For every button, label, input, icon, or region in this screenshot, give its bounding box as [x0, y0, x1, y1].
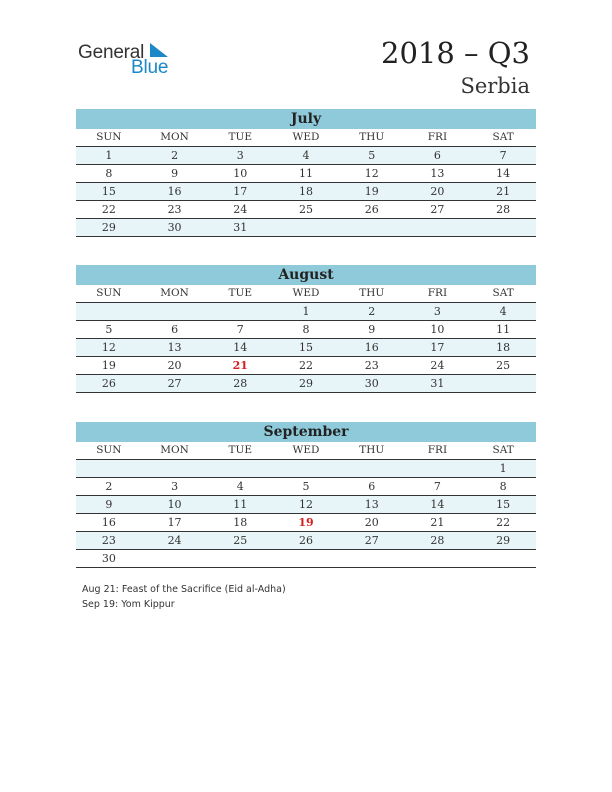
day-cell	[405, 460, 471, 478]
day-cell: 26	[273, 532, 339, 550]
day-cell	[339, 550, 405, 568]
day-cell: 9	[142, 165, 208, 183]
day-cell: 13	[339, 496, 405, 514]
day-cell: 21	[405, 514, 471, 532]
day-cell: 6	[405, 147, 471, 165]
day-cell: 3	[142, 478, 208, 496]
day-cell	[339, 219, 405, 237]
holiday-note: Aug 21: Feast of the Sacrifice (Eid al-Adha)	[82, 584, 286, 595]
weekday-label: SAT	[470, 442, 536, 460]
day-cell	[142, 303, 208, 321]
day-cell: 7	[470, 147, 536, 165]
day-cell: 25	[207, 532, 273, 550]
day-cell: 30	[142, 219, 208, 237]
weekday-label: WED	[273, 129, 339, 147]
day-cell	[405, 219, 471, 237]
weekday-header-row	[76, 442, 536, 460]
weekday-label: TUE	[207, 129, 273, 147]
day-cell: 13	[405, 165, 471, 183]
holiday-day-cell: 19	[273, 514, 339, 532]
day-cell: 22	[470, 514, 536, 532]
day-cell	[76, 460, 142, 478]
holiday-day-cell: 21	[207, 357, 273, 375]
generalblue-logo	[78, 40, 178, 80]
day-cell: 27	[405, 201, 471, 219]
week-row	[76, 460, 536, 478]
day-cell: 23	[142, 201, 208, 219]
day-cell: 1	[273, 303, 339, 321]
week-row	[76, 201, 536, 219]
day-cell: 7	[207, 321, 273, 339]
logo-text-general: General	[78, 42, 145, 63]
day-cell: 18	[470, 339, 536, 357]
day-cell: 17	[142, 514, 208, 532]
day-cell: 24	[142, 532, 208, 550]
week-row	[76, 357, 536, 375]
day-cell	[470, 375, 536, 393]
day-cell: 26	[339, 201, 405, 219]
week-row	[76, 219, 536, 237]
day-cell: 1	[76, 147, 142, 165]
day-cell: 2	[339, 303, 405, 321]
weekday-label: SAT	[470, 129, 536, 147]
day-cell: 8	[273, 321, 339, 339]
weekday-label: FRI	[405, 442, 471, 460]
day-cell: 14	[470, 165, 536, 183]
weekday-label: THU	[339, 129, 405, 147]
day-cell: 22	[273, 357, 339, 375]
day-cell: 4	[470, 303, 536, 321]
day-cell: 10	[142, 496, 208, 514]
weekday-label: THU	[339, 285, 405, 303]
day-cell: 24	[207, 201, 273, 219]
week-row	[76, 514, 536, 532]
day-cell: 6	[339, 478, 405, 496]
day-cell: 28	[405, 532, 471, 550]
day-cell: 8	[76, 165, 142, 183]
day-cell	[273, 219, 339, 237]
month-title: August	[76, 265, 536, 285]
day-cell: 10	[207, 165, 273, 183]
page-title: 2018 – Q3	[381, 36, 530, 70]
weekday-label: MON	[142, 442, 208, 460]
weekday-header-row	[76, 129, 536, 147]
day-cell: 4	[207, 478, 273, 496]
weekday-label: MON	[142, 285, 208, 303]
day-cell: 13	[142, 339, 208, 357]
day-cell: 16	[142, 183, 208, 201]
day-cell	[470, 550, 536, 568]
weekday-label: WED	[273, 442, 339, 460]
day-cell: 1	[470, 460, 536, 478]
day-cell: 8	[470, 478, 536, 496]
day-cell	[339, 460, 405, 478]
day-cell: 17	[207, 183, 273, 201]
country-name: Serbia	[460, 74, 530, 98]
day-cell: 19	[76, 357, 142, 375]
day-cell	[207, 460, 273, 478]
day-cell: 10	[405, 321, 471, 339]
day-cell: 22	[76, 201, 142, 219]
day-cell: 29	[273, 375, 339, 393]
weekday-header-row	[76, 285, 536, 303]
weekday-label: SUN	[76, 129, 142, 147]
holiday-notes	[82, 582, 286, 612]
day-cell: 2	[76, 478, 142, 496]
day-cell: 31	[405, 375, 471, 393]
week-row	[76, 478, 536, 496]
day-cell: 12	[76, 339, 142, 357]
month-title: July	[76, 109, 536, 129]
day-cell: 20	[142, 357, 208, 375]
day-cell: 12	[339, 165, 405, 183]
day-cell: 2	[142, 147, 208, 165]
day-cell: 18	[207, 514, 273, 532]
week-row	[76, 375, 536, 393]
day-cell	[405, 550, 471, 568]
week-row	[76, 147, 536, 165]
day-cell	[207, 303, 273, 321]
day-cell: 29	[76, 219, 142, 237]
day-cell: 27	[142, 375, 208, 393]
day-cell: 5	[76, 321, 142, 339]
day-cell: 11	[470, 321, 536, 339]
weekday-label: TUE	[207, 285, 273, 303]
day-cell: 5	[273, 478, 339, 496]
day-cell: 23	[76, 532, 142, 550]
day-cell: 11	[207, 496, 273, 514]
weekday-label: FRI	[405, 129, 471, 147]
week-row	[76, 550, 536, 568]
day-cell	[207, 550, 273, 568]
weekday-label: SAT	[470, 285, 536, 303]
day-cell: 27	[339, 532, 405, 550]
day-cell: 23	[339, 357, 405, 375]
weekday-label: TUE	[207, 442, 273, 460]
week-row	[76, 183, 536, 201]
day-cell: 17	[405, 339, 471, 357]
day-cell: 18	[273, 183, 339, 201]
month-august	[76, 265, 536, 393]
day-cell: 16	[76, 514, 142, 532]
day-cell: 11	[273, 165, 339, 183]
day-cell: 29	[470, 532, 536, 550]
month-title: September	[76, 422, 536, 442]
day-cell: 12	[273, 496, 339, 514]
week-row	[76, 303, 536, 321]
month-september	[76, 422, 536, 568]
week-row	[76, 532, 536, 550]
day-cell: 15	[470, 496, 536, 514]
day-cell: 7	[405, 478, 471, 496]
day-cell	[142, 460, 208, 478]
week-row	[76, 496, 536, 514]
day-cell: 30	[76, 550, 142, 568]
weekday-label: SUN	[76, 442, 142, 460]
day-cell: 30	[339, 375, 405, 393]
day-cell: 28	[470, 201, 536, 219]
day-cell: 14	[207, 339, 273, 357]
day-cell	[76, 303, 142, 321]
day-cell: 26	[76, 375, 142, 393]
week-row	[76, 165, 536, 183]
day-cell: 25	[470, 357, 536, 375]
day-cell: 14	[405, 496, 471, 514]
day-cell: 31	[207, 219, 273, 237]
weekday-label: WED	[273, 285, 339, 303]
day-cell: 15	[76, 183, 142, 201]
day-cell: 3	[405, 303, 471, 321]
day-cell	[273, 460, 339, 478]
day-cell: 6	[142, 321, 208, 339]
day-cell: 16	[339, 339, 405, 357]
day-cell: 3	[207, 147, 273, 165]
logo-triangle-icon	[150, 43, 168, 57]
weekday-label: SUN	[76, 285, 142, 303]
day-cell: 9	[76, 496, 142, 514]
day-cell: 9	[339, 321, 405, 339]
day-cell: 20	[339, 514, 405, 532]
day-cell	[142, 550, 208, 568]
weekday-label: MON	[142, 129, 208, 147]
weekday-label: THU	[339, 442, 405, 460]
day-cell: 15	[273, 339, 339, 357]
day-cell: 19	[339, 183, 405, 201]
day-cell: 28	[207, 375, 273, 393]
day-cell	[273, 550, 339, 568]
day-cell	[470, 219, 536, 237]
day-cell: 20	[405, 183, 471, 201]
weekday-label: FRI	[405, 285, 471, 303]
day-cell: 24	[405, 357, 471, 375]
week-row	[76, 339, 536, 357]
day-cell: 21	[470, 183, 536, 201]
month-july	[76, 109, 536, 237]
day-cell: 25	[273, 201, 339, 219]
holiday-note: Sep 19: Yom Kippur	[82, 599, 175, 610]
logo-text-blue: Blue	[131, 57, 169, 78]
day-cell: 4	[273, 147, 339, 165]
day-cell: 5	[339, 147, 405, 165]
week-row	[76, 321, 536, 339]
